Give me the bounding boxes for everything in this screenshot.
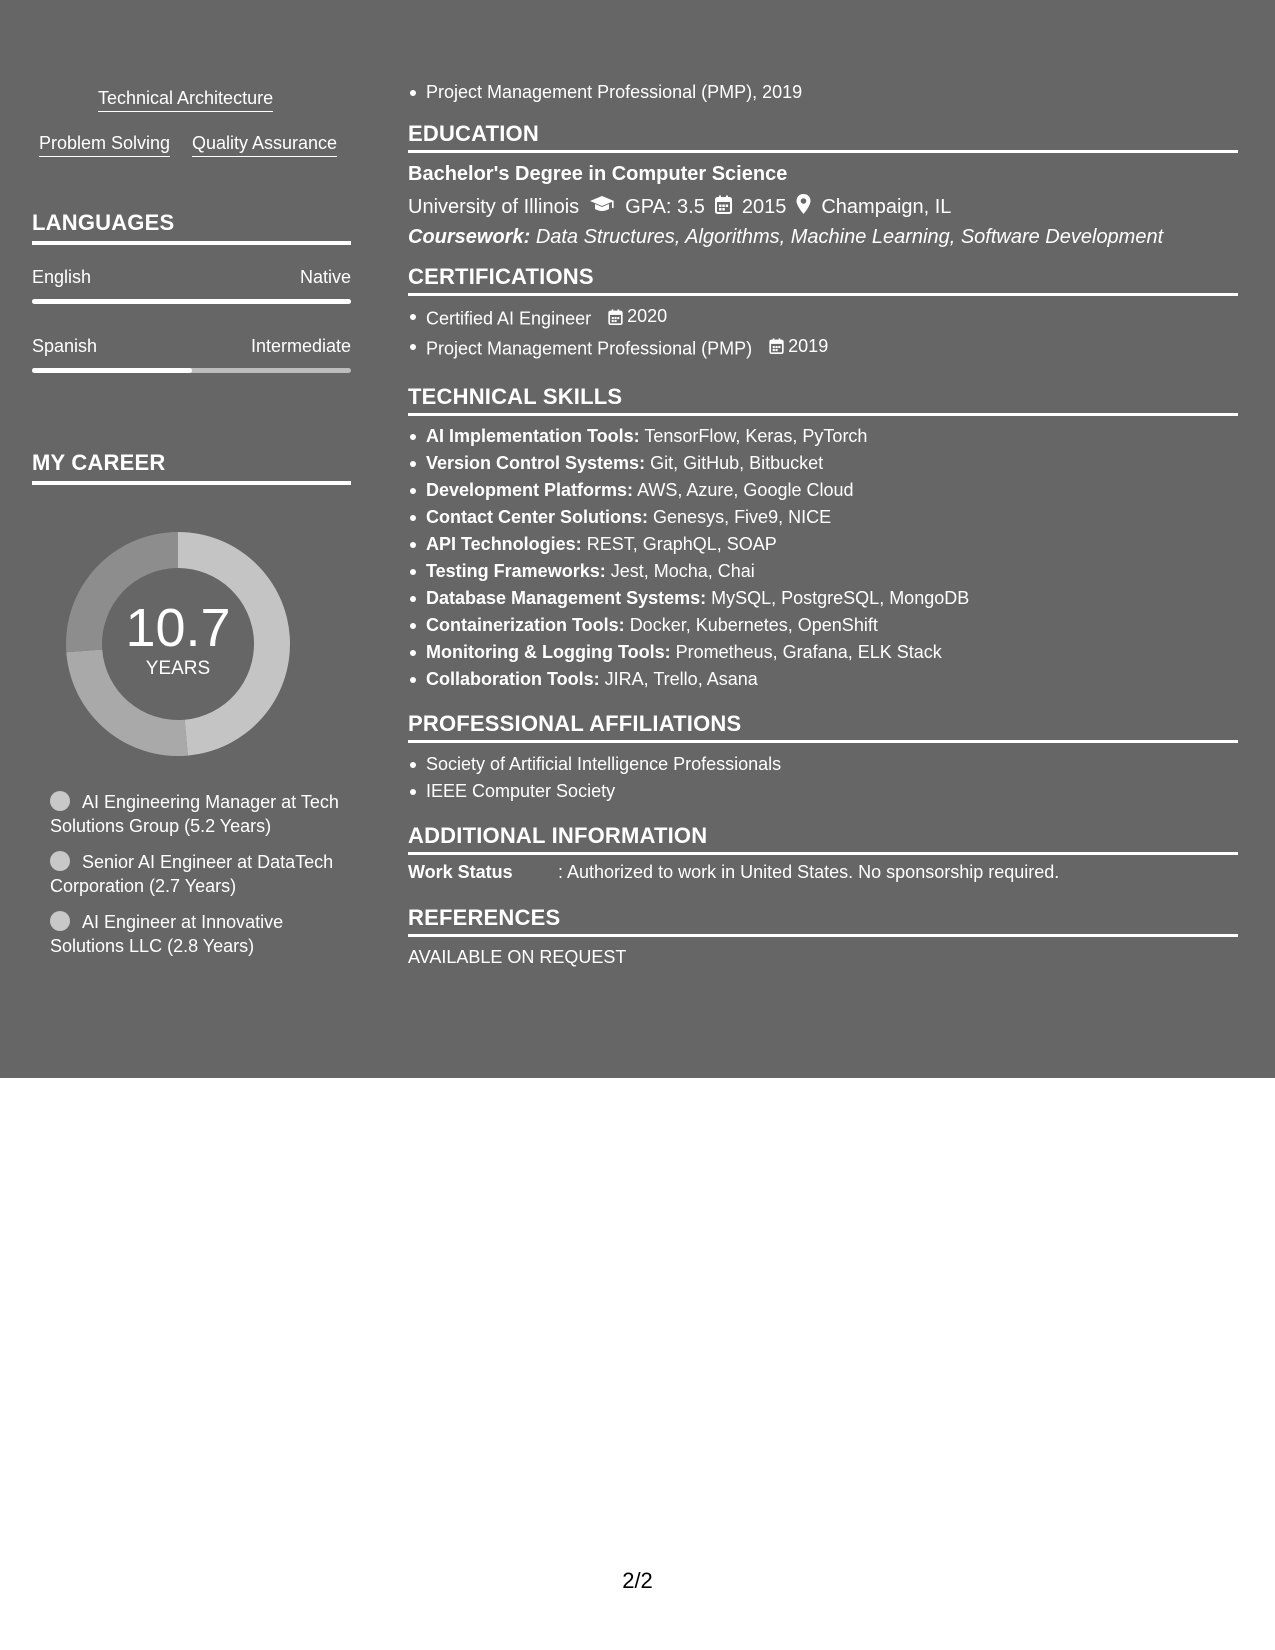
career-heading: MY CAREER — [32, 450, 351, 485]
certification-list-continued — [408, 79, 802, 106]
additional-info-heading: ADDITIONAL INFORMATION — [408, 823, 1238, 855]
education-details — [408, 194, 951, 220]
career-donut-chart — [66, 532, 290, 756]
list-item — [426, 666, 969, 693]
career-item — [50, 910, 340, 958]
list-item — [426, 423, 969, 450]
skill-value: Genesys, Five9, NICE — [653, 507, 832, 527]
skill-label: Monitoring & Logging Tools: — [426, 642, 671, 662]
career-item-label: AI Engineering Manager at Tech Solutions Group (5.2 Years) — [50, 792, 339, 836]
affiliations-list — [408, 751, 781, 805]
list-item — [426, 531, 969, 558]
skill-value: Git, GitHub, Bitbucket — [650, 453, 824, 473]
skill-label: Contact Center Solutions: — [426, 507, 649, 527]
career-total-value: 10.7 — [125, 598, 231, 658]
list-item: IEEE Computer Society — [426, 778, 781, 805]
education-degree: Bachelor's Degree in Computer Science — [408, 163, 788, 185]
work-status-label: Work Status — [408, 862, 513, 882]
certification-name: Project Management Professional (PMP) — [426, 338, 753, 358]
language-level: Intermediate — [250, 336, 351, 356]
skill-label: Collaboration Tools: — [426, 669, 600, 689]
career-total — [66, 532, 290, 756]
list-item — [426, 504, 969, 531]
career-total-unit: YEARS — [145, 658, 211, 679]
list-item — [426, 585, 969, 612]
list-item — [426, 612, 969, 639]
language-row — [32, 336, 351, 357]
technical-skills-list — [408, 423, 969, 693]
education-coursework — [408, 226, 1163, 249]
location-pin-icon — [796, 194, 811, 220]
list-item — [426, 303, 828, 333]
education-location: Champaign, IL — [821, 195, 952, 218]
language-proficiency-bar — [32, 299, 351, 304]
career-dot-icon — [50, 851, 70, 871]
work-status-value: : Authorized to work in United States. No sponsorship required. — [558, 862, 1060, 882]
work-status-row — [408, 862, 1059, 883]
certification-name: Certified AI Engineer — [426, 308, 592, 329]
skill-label: AI Implementation Tools: — [426, 426, 640, 446]
education-year: 2015 — [741, 195, 787, 218]
affiliations-heading: PROFESSIONAL AFFILIATIONS — [408, 711, 1238, 743]
skill-value: Prometheus, Grafana, ELK Stack — [675, 642, 942, 662]
list-item: Project Management Professional (PMP), 2019 — [426, 79, 802, 106]
language-name: English — [32, 267, 92, 287]
skill-tag: Problem Solving — [39, 133, 170, 157]
languages-heading: LANGUAGES — [32, 210, 351, 245]
references-text: AVAILABLE ON REQUEST — [408, 947, 627, 967]
certifications-list — [408, 303, 828, 362]
list-item — [426, 333, 828, 363]
language-name: Spanish — [32, 336, 98, 356]
skill-value: Docker, Kubernetes, OpenShift — [629, 615, 878, 635]
skill-value: AWS, Azure, Google Cloud — [637, 480, 854, 500]
list-item — [426, 450, 969, 477]
language-proficiency-fill — [32, 368, 192, 373]
skill-label: Development Platforms: — [426, 480, 634, 500]
career-list — [50, 790, 340, 970]
coursework-list: Data Structures, Algorithms, Machine Learning, Software Development — [535, 226, 1164, 248]
language-proficiency-bar — [32, 368, 351, 373]
education-gpa: GPA: 3.5 — [625, 195, 705, 218]
skill-tag: Quality Assurance — [192, 133, 337, 157]
skill-value: REST, GraphQL, SOAP — [586, 534, 777, 554]
technical-skills-heading: TECHNICAL SKILLS — [408, 384, 1238, 416]
calendar-icon — [608, 309, 623, 325]
career-item-label: AI Engineer at Innovative Solutions LLC (2.8 Years) — [50, 912, 284, 956]
certification-date — [769, 333, 828, 360]
certification-date — [608, 303, 667, 330]
skill-value: MySQL, PostgreSQL, MongoDB — [711, 588, 970, 608]
skill-label: Containerization Tools: — [426, 615, 625, 635]
graduation-cap-icon — [589, 195, 615, 219]
certifications-heading: CERTIFICATIONS — [408, 264, 1238, 296]
skill-label: Database Management Systems: — [426, 588, 707, 608]
calendar-icon — [769, 338, 784, 354]
list-item — [426, 639, 969, 666]
calendar-icon — [715, 195, 732, 220]
list-item — [426, 558, 969, 585]
career-item-label: Senior AI Engineer at DataTech Corporation (2.7 Years) — [50, 852, 334, 896]
skill-label: API Technologies: — [426, 534, 582, 554]
certification-year: 2020 — [627, 306, 668, 326]
career-item — [50, 790, 340, 838]
education-school: University of Illinois — [408, 195, 580, 218]
list-item: Society of Artificial Intelligence Professionals — [426, 751, 781, 778]
coursework-label: Coursework: — [408, 226, 531, 248]
skill-value: JIRA, Trello, Asana — [604, 669, 758, 689]
references-heading: REFERENCES — [408, 905, 1238, 937]
skill-value: TensorFlow, Keras, PyTorch — [644, 426, 868, 446]
education-heading: EDUCATION — [408, 121, 1238, 153]
language-row — [32, 267, 351, 288]
skill-label: Version Control Systems: — [426, 453, 646, 473]
page-number: 2/2 — [622, 1568, 653, 1593]
skill-tag: Technical Architecture — [98, 88, 273, 112]
career-dot-icon — [50, 911, 70, 931]
language-proficiency-fill — [32, 299, 351, 304]
certification-year: 2019 — [788, 335, 829, 356]
skill-label: Testing Frameworks: — [426, 561, 606, 581]
language-level: Native — [299, 267, 351, 287]
list-item — [426, 477, 969, 504]
career-dot-icon — [50, 791, 70, 811]
career-item — [50, 850, 340, 898]
skill-value: Jest, Mocha, Chai — [610, 561, 755, 581]
